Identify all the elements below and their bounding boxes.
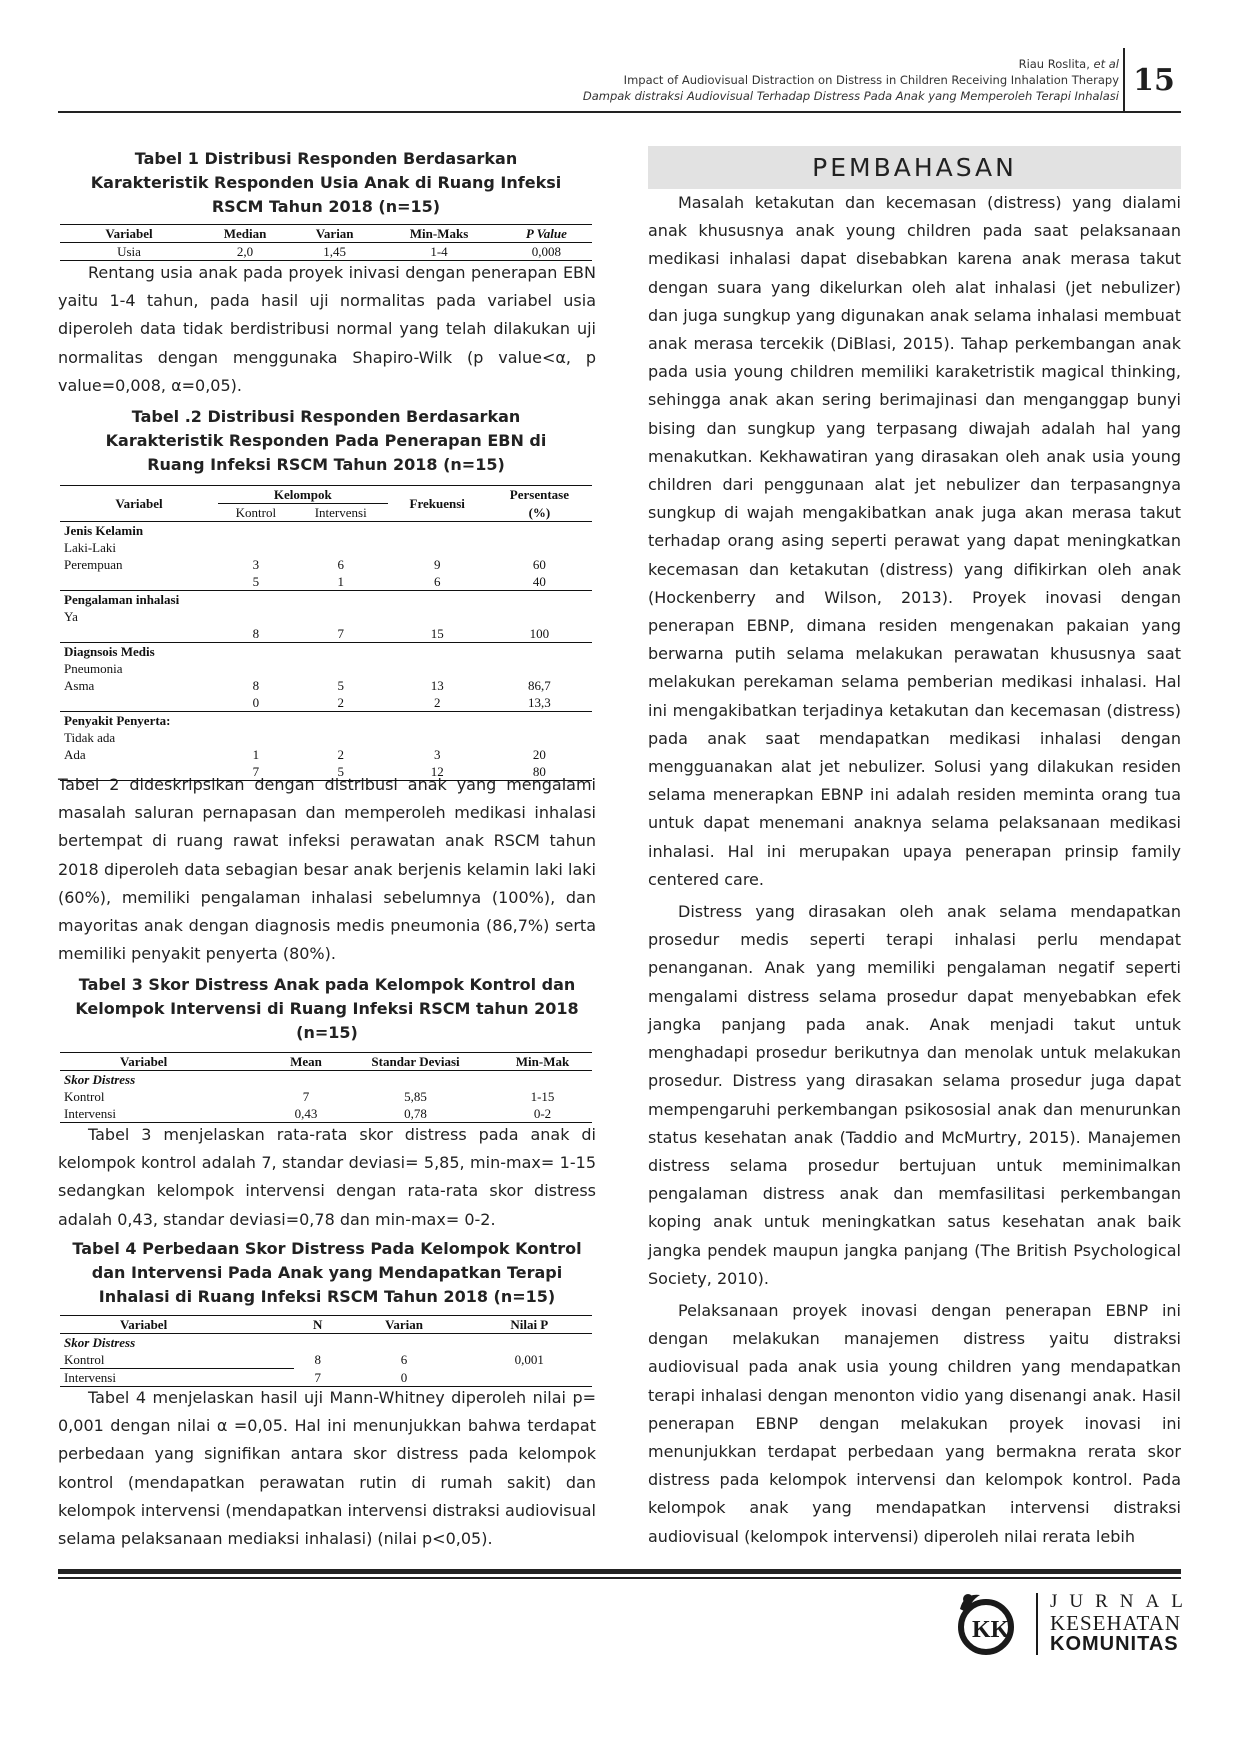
page-number: 15 bbox=[1123, 48, 1183, 112]
running-header bbox=[583, 56, 1119, 104]
t2-cell bbox=[294, 660, 388, 677]
t2-cell: Perempuan bbox=[64, 557, 123, 572]
t2-cell: 6 bbox=[388, 573, 487, 591]
header-author: Riau Roslita, et al bbox=[1018, 57, 1119, 71]
t2-cell bbox=[60, 573, 218, 591]
t2-cell: 0 bbox=[218, 694, 294, 712]
t2-row bbox=[60, 608, 592, 625]
t2-h-frekuensi: Frekuensi bbox=[388, 486, 487, 522]
t2-cell bbox=[487, 539, 592, 556]
t1-cell: 1-4 bbox=[377, 243, 501, 261]
t2-cell: 8 bbox=[252, 678, 260, 693]
t2-h-variabel: Variabel bbox=[60, 486, 218, 522]
t2-group-title: Pengalaman inhalasi bbox=[64, 592, 180, 607]
t2-cell: 1 bbox=[294, 573, 388, 591]
t2-cell: 80 bbox=[487, 763, 592, 781]
t2-cell: Pneumonia bbox=[64, 661, 123, 676]
t4-h-n: N bbox=[294, 1316, 341, 1334]
t1-cell: 1,45 bbox=[292, 243, 377, 261]
t3-cell: Kontrol bbox=[64, 1089, 105, 1104]
t4-h-varian: Varian bbox=[341, 1316, 466, 1334]
table4-caption: Tabel 4 Perbedaan Skor Distress Pada Kelompok Kontrol dan Intervensi Pada Anak yang Mendapatkan Terapi Inhalasi di Ruang Infeksi RSCM Tahun 2018 (n=15) bbox=[72, 1239, 582, 1306]
paragraph-table2 bbox=[58, 771, 596, 968]
pembahasan-body bbox=[648, 189, 1181, 1551]
t4-cell: 8 bbox=[314, 1352, 321, 1368]
t2-group-title: Jenis Kelamin bbox=[64, 523, 144, 538]
paragraph-text: Tabel 2 dideskripsikan dengan distribusi anak yang mengalami masalah saluran pernapasan dan memperoleh medikasi inhalasi bertempat di ruang rawat infeksi perawatan anak RSCM tahun 2018 diperoleh data sebagian besar anak berjenis kelamin laki laki (60%), memiliki pengalaman inhalasi sebelumnya (100%), dan mayoritas anak dengan diagnosis medis pneumonia (86,7%) serta memiliki penyakit penyerta (80%). bbox=[58, 775, 596, 964]
paragraph-table1 bbox=[58, 259, 596, 400]
t3-h-mean: Mean bbox=[274, 1053, 338, 1071]
t2-row bbox=[60, 625, 592, 643]
header-title-id: Dampak distraksi Audiovisual Terhadap Distress Pada Anak yang Memperoleh Terapi Inhalasi bbox=[582, 89, 1119, 103]
t2-row bbox=[60, 539, 592, 556]
paragraph-text: Tabel 3 menjelaskan rata-rata skor distress pada anak di kelompok kontrol adalah 7, standar deviasi= 5,85, min-max= 1-15 sedangkan kelompok intervensi dengan rata-rata skor distress adalah 0,43, standar deviasi=0,78 dan min-max= 0-2. bbox=[58, 1125, 596, 1229]
t4-cell: 0 bbox=[341, 1369, 466, 1387]
t2-row bbox=[60, 573, 592, 591]
t2-h-intervensi: Intervensi bbox=[294, 504, 388, 522]
t4-group: Skor Distress bbox=[64, 1335, 136, 1350]
t3-h-minmak: Min-Mak bbox=[493, 1053, 592, 1071]
t2-cell: 5 bbox=[337, 678, 344, 693]
t2-group-title: Diagnsois Medis bbox=[64, 644, 155, 659]
t2-cell bbox=[218, 729, 294, 746]
t2-h-percent: (%) bbox=[487, 504, 592, 522]
t2-cell: 13,3 bbox=[487, 694, 592, 712]
t2-cell: 3 bbox=[433, 747, 441, 762]
t2-cell: 7 bbox=[294, 625, 388, 643]
logo-divider bbox=[1036, 1593, 1038, 1655]
pembahasan-p2: Distress yang dirasakan oleh anak selama mendapatkan prosedur medis seperti terapi inhalasi perlu mendapat penanganan. Anak yang memiliki pengalaman negatif seperti mengalami distress selama prosedur dapat menyebabkan efek jangka panjang pada anak. Anak menjadi takut untuk menghadapi prosedur berikutnya dan menolak untuk melakukan prosedur. Distress yang dirasakan selama prosedur juga dapat mempengaruhi perkembangan psikososial anak dan menurunkan status kesehatan anak (Taddio and McMurtry, 2015). Manajemen distress selama prosedur bertujuan untuk meminimalkan pengalaman distress anak dan memfasilitasi perkembangan koping anak untuk meningkatkan satus kesehatan anak baik jangka pendek maupun jangka panjang (The British Psychological Society, 2010). bbox=[648, 902, 1181, 1288]
t1-h-median: Median bbox=[198, 225, 292, 243]
t2-row bbox=[60, 556, 592, 573]
t4-cell: Intervensi bbox=[60, 1369, 294, 1387]
pembahasan-p1: Masalah ketakutan dan kecemasan (distress) yang dialami anak khususnya anak young children pada saat pelaksanaan medikasi inhalasi dapat disebabkan karena anak merasa takut dengan suara yang dikelurkan oleh alat inhalasi (jet nebulizer) dan juga sungkup yang digunakan anak selama inhalasi membuat anak merasa tercekik (DiBlasi, 2015). Tahap perkembangan anak pada usia young children memiliki karaketristik magical thinking, sehingga anak akan sering berimajinasi dan menganggap bunyi bising dan sungkup yang terpasang diwajah adalah hal yang menakutkan. Kekhawatiran yang dirasakan oleh anak usia young children dari penggunaan alat jet nebulizer dan terpasangnya sungkup di wajah mengakibatkan anak juga akan merasa takut terhadap orang asing seperti perawat yang dapat meningkatkan kecemasan dan ketakutan (distress) yang difikirkan oleh anak (Hockenberry and Wilson, 2013). Proyek inovasi dengan penerapan EBNP, dimana residen mengenakan pakaian yang berwarna putih selama melakukan perawatan khususnya saat melakukan perekaman selama pemberian medikasi inhalasi. Hal ini mengakibatkan terjadinya ketakutan dan kecemasan (distress) pada anak saat mendapatkan medikasi inhalasi dengan mengguanakan alat jet nebulizer. Solusi yang dilakukan residen selama menerapkan EBNP ini adalah residen meminta orang tua untuk dapat menemani anaknya selama pelaksanaan medikasi inhalasi. Hal ini merupakan upaya penerapan prinsip family centered care. bbox=[648, 193, 1181, 889]
pembahasan-p3: Pelaksanaan proyek inovasi dengan penerapan EBNP ini dengan melakukan manajemen distress yaitu distraksi audiovisual pada anak usia young children yang mendapatkan terapi inhalasi dengan menonton vidio yang disenangi anak. Hasil penerapan EBNP dengan melakukan proyek inovasi ini menunjukkan terdapat perbedaan yang bermakna rerata skor distress pada kelompok intervensi dan kelompok kontrol. Pada kelompok anak yang mendapatkan intervensi distraksi audiovisual (kelompok intervensi) diperoleh nilai rerata lebih bbox=[648, 1300, 1181, 1546]
t2-body bbox=[60, 522, 592, 781]
t1-h-pvalue: P Value bbox=[501, 225, 592, 243]
t2-cell: Laki-Laki bbox=[64, 540, 116, 555]
t2-cell bbox=[294, 608, 388, 625]
t2-cell bbox=[388, 608, 487, 625]
t2-cell: 12 bbox=[388, 763, 487, 781]
t2-cell bbox=[487, 608, 592, 625]
t2-cell: 2 bbox=[294, 694, 388, 712]
t2-cell: Tidak ada bbox=[64, 730, 116, 745]
t2-cell: 60 bbox=[532, 557, 546, 572]
t2-cell bbox=[388, 729, 487, 746]
t2-h-kontrol: Kontrol bbox=[218, 504, 294, 522]
t3-h-sd: Standar Deviasi bbox=[338, 1053, 493, 1071]
t2-cell bbox=[294, 539, 388, 556]
t3-cell: 0,43 bbox=[274, 1105, 338, 1123]
t3-cell: Intervensi bbox=[60, 1105, 274, 1123]
logo-line2: KESEHATAN bbox=[1050, 1611, 1181, 1635]
table2-caption: Tabel .2 Distribusi Responden Berdasarkan Karakteristik Responden Pada Penerapan EBN di Ruang Infeksi RSCM Tahun 2018 (n=15) bbox=[105, 407, 547, 474]
t2-cell: 2 bbox=[337, 747, 344, 762]
t4-cell: 7 bbox=[294, 1369, 341, 1387]
t1-cell: 2,0 bbox=[198, 243, 292, 261]
t2-cell bbox=[487, 729, 592, 746]
t1-h-minmaks: Min-Maks bbox=[377, 225, 501, 243]
footer-rule-thin bbox=[58, 1577, 1181, 1579]
t2-cell: 86,7 bbox=[528, 678, 551, 693]
t3-cell: 0,78 bbox=[338, 1105, 493, 1123]
t2-cell: 5 bbox=[218, 573, 294, 591]
t2-cell: 9 bbox=[433, 557, 441, 572]
t4-cell: 6 bbox=[400, 1352, 408, 1368]
journal-logo-mark bbox=[950, 1589, 1030, 1659]
table2 bbox=[60, 485, 592, 781]
paragraph-table4 bbox=[58, 1384, 596, 1553]
header-rule bbox=[58, 111, 1181, 113]
t4-h-variabel: Variabel bbox=[60, 1316, 294, 1334]
table3-caption: Tabel 3 Skor Distress Anak pada Kelompok Kontrol dan Kelompok Intervensi di Ruang Infeksi RSCM tahun 2018 (n=15) bbox=[75, 975, 579, 1042]
t2-cell bbox=[487, 660, 592, 677]
t2-cell bbox=[388, 660, 487, 677]
t2-cell bbox=[60, 625, 218, 643]
t2-row bbox=[60, 746, 592, 763]
t2-cell: 5 bbox=[294, 763, 388, 781]
t1-h-variabel: Variabel bbox=[60, 225, 198, 243]
t2-cell: 15 bbox=[388, 625, 487, 643]
t2-cell bbox=[388, 539, 487, 556]
section-heading-pembahasan: PEMBAHASAN bbox=[648, 146, 1181, 189]
logo-monogram: KK bbox=[972, 1617, 1010, 1643]
table4 bbox=[60, 1315, 592, 1387]
table1-caption: Tabel 1 Distribusi Responden Berdasarkan Karakteristik Responden Usia Anak di Ruang Infeksi RSCM Tahun 2018 (n=15) bbox=[90, 149, 562, 216]
t1-h-varian: Varian bbox=[292, 225, 377, 243]
t2-cell: Ya bbox=[64, 609, 78, 624]
t2-cell: Ada bbox=[64, 747, 86, 762]
logo-line1: JURNAL bbox=[1050, 1591, 1195, 1612]
t2-cell: 40 bbox=[487, 573, 592, 591]
t2-row bbox=[60, 677, 592, 694]
t4-h-nilaip: Nilai P bbox=[467, 1316, 592, 1334]
table3 bbox=[60, 1052, 592, 1123]
journal-logo bbox=[950, 1587, 1195, 1667]
t4-pvalue: 0,001 bbox=[467, 1351, 592, 1387]
t2-cell bbox=[60, 694, 218, 712]
t2-cell: 3 bbox=[252, 557, 260, 572]
t3-h-variabel: Variabel bbox=[60, 1053, 274, 1071]
t1-cell: Usia bbox=[60, 243, 198, 261]
t3-cell: 0-2 bbox=[493, 1105, 592, 1123]
t4-cell: Kontrol bbox=[60, 1351, 294, 1369]
t2-cell: 7 bbox=[218, 763, 294, 781]
t2-cell: Asma bbox=[64, 678, 95, 693]
t2-cell: 13 bbox=[430, 678, 444, 693]
t2-cell: 2 bbox=[388, 694, 487, 712]
paragraph-table3 bbox=[58, 1121, 596, 1234]
t2-cell: 8 bbox=[218, 625, 294, 643]
t3-cell: 1-15 bbox=[530, 1089, 555, 1104]
t2-cell bbox=[218, 660, 294, 677]
paragraph-text: Rentang usia anak pada proyek inivasi dengan penerapan EBN yaitu 1-4 tahun, pada hasil uji normalitas pada variabel usia diperoleh data tidak berdistribusi normal yang telah dilakukan uji normalitas dengan menggunaka Shapiro-Wilk (p value<α, p value=0,008, α=0,05). bbox=[58, 263, 596, 395]
t2-h-kelompok: Kelompok bbox=[218, 486, 388, 504]
t2-cell bbox=[218, 539, 294, 556]
t2-cell bbox=[218, 608, 294, 625]
t2-h-persentase: Persentase bbox=[487, 486, 592, 504]
table1 bbox=[60, 224, 592, 261]
t2-cell bbox=[294, 729, 388, 746]
t2-cell: 6 bbox=[337, 557, 344, 572]
header-title-en: Impact of Audiovisual Distraction on Distress in Children Receiving Inhalation Therapy bbox=[623, 73, 1119, 87]
t3-group: Skor Distress bbox=[64, 1072, 136, 1087]
t2-cell: 20 bbox=[532, 747, 546, 762]
t3-cell: 7 bbox=[302, 1089, 310, 1104]
t2-row bbox=[60, 660, 592, 677]
paragraph-text: Tabel 4 menjelaskan hasil uji Mann-Whitney diperoleh nilai p= 0,001 dengan nilai α =0,05. Hal ini menunjukkan bahwa terdapat perbedaan yang signifikan antara skor distress pada kelompok kontrol (mendapatkan perawatan rutin di rumah sakit) dan kelompok intervensi (mendapatkan intervensi distraksi audiovisual selama pelaksanaan mediaksi inhalasi) (nilai p<0,05). bbox=[58, 1388, 596, 1549]
t2-cell: 100 bbox=[487, 625, 592, 643]
t2-row bbox=[60, 729, 592, 746]
t2-cell: 1 bbox=[252, 747, 260, 762]
t3-cell: 5,85 bbox=[404, 1089, 427, 1104]
t1-cell: 0,008 bbox=[501, 243, 592, 261]
t2-group-title: Penyakit Penyerta: bbox=[64, 713, 171, 728]
footer-rule-thick bbox=[58, 1569, 1181, 1574]
t2-row bbox=[60, 694, 592, 712]
logo-line3: KOMUNITAS bbox=[1050, 1633, 1179, 1655]
